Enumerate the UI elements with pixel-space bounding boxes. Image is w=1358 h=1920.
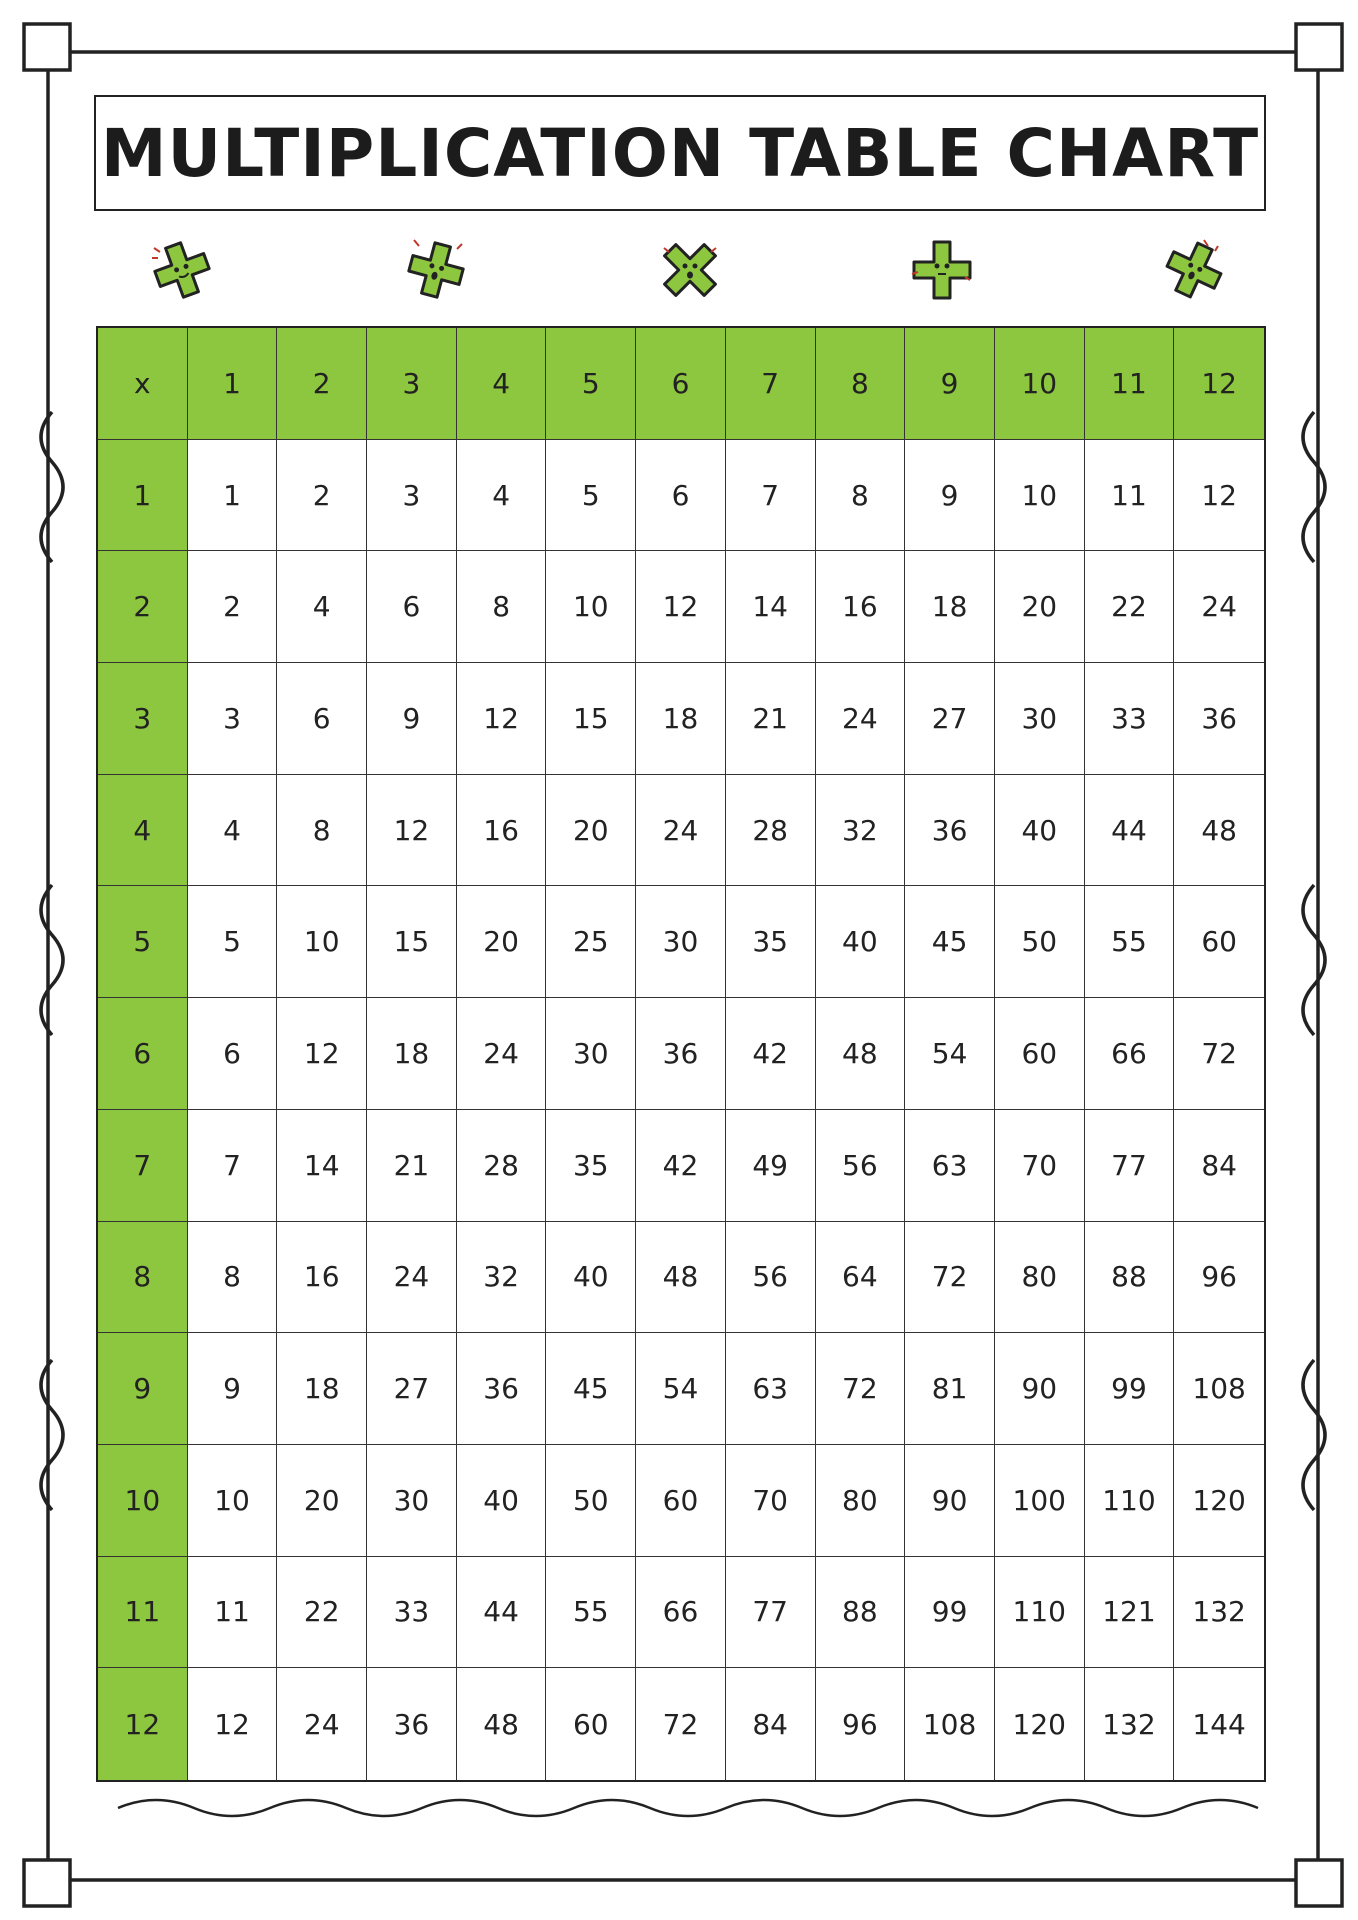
product-cell: 110 [995,1557,1085,1669]
product-cell: 45 [905,886,995,998]
squiggle-left-3 [41,1360,63,1510]
product-cell: 42 [636,1110,726,1222]
product-cell: 72 [636,1668,726,1780]
row-header: 7 [98,1110,188,1222]
product-cell: 2 [277,440,367,552]
product-cell: 20 [277,1445,367,1557]
product-cell: 40 [457,1445,547,1557]
product-cell: 32 [816,775,906,887]
column-header: 3 [367,328,457,440]
product-cell: 6 [636,440,726,552]
column-header: 11 [1085,328,1175,440]
plus-icon [1158,234,1230,306]
product-cell: 50 [546,1445,636,1557]
bottom-wave [118,1800,1258,1816]
product-cell: 28 [726,775,816,887]
corner-cell: x [98,328,188,440]
product-cell: 12 [457,663,547,775]
product-cell: 60 [546,1668,636,1780]
row-header: 12 [98,1668,188,1780]
product-cell: 20 [546,775,636,887]
product-cell: 30 [546,998,636,1110]
product-cell: 110 [1085,1445,1175,1557]
product-cell: 144 [1174,1668,1264,1780]
squiggle-right-1 [1303,412,1325,562]
corner-square-top-right [1296,24,1342,70]
product-cell: 10 [277,886,367,998]
page-title: MULTIPLICATION TABLE CHART [100,114,1260,192]
product-cell: 15 [546,663,636,775]
column-header: 7 [726,328,816,440]
column-header: 12 [1174,328,1264,440]
product-cell: 40 [816,886,906,998]
product-cell: 60 [636,1445,726,1557]
product-cell: 35 [726,886,816,998]
product-cell: 120 [995,1668,1085,1780]
column-header: 4 [457,328,547,440]
product-cell: 7 [726,440,816,552]
product-cell: 9 [188,1333,278,1445]
product-cell: 20 [457,886,547,998]
product-cell: 33 [367,1557,457,1669]
product-cell: 40 [546,1222,636,1334]
product-cell: 8 [188,1222,278,1334]
squiggle-right-2 [1303,885,1325,1035]
product-cell: 36 [636,998,726,1110]
product-cell: 72 [1174,998,1264,1110]
product-cell: 99 [1085,1333,1175,1445]
product-cell: 66 [636,1557,726,1669]
product-cell: 24 [457,998,547,1110]
product-cell: 45 [546,1333,636,1445]
product-cell: 18 [277,1333,367,1445]
corner-square-bottom-left [24,1860,70,1906]
column-header: 5 [546,328,636,440]
product-cell: 63 [905,1110,995,1222]
product-cell: 8 [277,775,367,887]
product-cell: 18 [367,998,457,1110]
product-cell: 24 [816,663,906,775]
product-cell: 14 [277,1110,367,1222]
corner-square-bottom-right [1296,1860,1342,1906]
product-cell: 10 [546,551,636,663]
product-cell: 24 [277,1668,367,1780]
product-cell: 28 [457,1110,547,1222]
product-cell: 49 [726,1110,816,1222]
product-cell: 100 [995,1445,1085,1557]
product-cell: 84 [726,1668,816,1780]
product-cell: 32 [457,1222,547,1334]
product-cell: 24 [1174,551,1264,663]
row-header: 4 [98,775,188,887]
product-cell: 36 [457,1333,547,1445]
product-cell: 12 [188,1668,278,1780]
product-cell: 9 [905,440,995,552]
product-cell: 5 [188,886,278,998]
product-cell: 22 [277,1557,367,1669]
product-cell: 48 [816,998,906,1110]
product-cell: 10 [188,1445,278,1557]
product-cell: 80 [995,1222,1085,1334]
product-cell: 96 [1174,1222,1264,1334]
product-cell: 70 [726,1445,816,1557]
row-header: 1 [98,440,188,552]
product-cell: 30 [636,886,726,998]
product-cell: 10 [995,440,1085,552]
product-cell: 30 [367,1445,457,1557]
product-cell: 21 [367,1110,457,1222]
row-header: 9 [98,1333,188,1445]
product-cell: 108 [905,1668,995,1780]
product-cell: 77 [1085,1110,1175,1222]
product-cell: 80 [816,1445,906,1557]
product-cell: 36 [1174,663,1264,775]
product-cell: 8 [816,440,906,552]
row-header: 11 [98,1557,188,1669]
product-cell: 63 [726,1333,816,1445]
row-header: 8 [98,1222,188,1334]
product-cell: 88 [816,1557,906,1669]
product-cell: 3 [367,440,457,552]
product-cell: 25 [546,886,636,998]
product-cell: 121 [1085,1557,1175,1669]
product-cell: 18 [636,663,726,775]
product-cell: 16 [277,1222,367,1334]
product-cell: 44 [457,1557,547,1669]
product-cell: 108 [1174,1333,1264,1445]
product-cell: 54 [905,998,995,1110]
product-cell: 8 [457,551,547,663]
product-cell: 33 [1085,663,1175,775]
product-cell: 50 [995,886,1085,998]
row-header: 3 [98,663,188,775]
product-cell: 88 [1085,1222,1175,1334]
product-cell: 24 [636,775,726,887]
squiggle-left-1 [41,412,63,562]
product-cell: 72 [816,1333,906,1445]
product-cell: 60 [995,998,1085,1110]
product-cell: 132 [1085,1668,1175,1780]
plus-icon [906,234,978,306]
product-cell: 132 [1174,1557,1264,1669]
product-cell: 55 [1085,886,1175,998]
product-cell: 16 [457,775,547,887]
product-cell: 4 [457,440,547,552]
product-cell: 6 [277,663,367,775]
product-cell: 14 [726,551,816,663]
product-cell: 120 [1174,1445,1264,1557]
column-header: 8 [816,328,906,440]
product-cell: 6 [367,551,457,663]
title-box [94,95,1266,211]
product-cell: 36 [905,775,995,887]
product-cell: 48 [636,1222,726,1334]
product-cell: 70 [995,1110,1085,1222]
product-cell: 90 [995,1333,1085,1445]
product-cell: 56 [726,1222,816,1334]
row-header: 6 [98,998,188,1110]
product-cell: 42 [726,998,816,1110]
product-cell: 81 [905,1333,995,1445]
product-cell: 77 [726,1557,816,1669]
squiggle-left-2 [41,885,63,1035]
product-cell: 12 [277,998,367,1110]
product-cell: 27 [367,1333,457,1445]
product-cell: 54 [636,1333,726,1445]
product-cell: 36 [367,1668,457,1780]
product-cell: 12 [636,551,726,663]
product-cell: 24 [367,1222,457,1334]
product-cell: 27 [905,663,995,775]
column-header: 1 [188,328,278,440]
product-cell: 55 [546,1557,636,1669]
row-header: 5 [98,886,188,998]
row-header: 2 [98,551,188,663]
product-cell: 20 [995,551,1085,663]
product-cell: 9 [367,663,457,775]
corner-square-top-left [24,24,70,70]
column-header: 2 [277,328,367,440]
row-header: 10 [98,1445,188,1557]
product-cell: 40 [995,775,1085,887]
product-cell: 56 [816,1110,906,1222]
product-cell: 30 [995,663,1085,775]
product-cell: 4 [188,775,278,887]
product-cell: 11 [188,1557,278,1669]
column-header: 10 [995,328,1085,440]
product-cell: 84 [1174,1110,1264,1222]
product-cell: 18 [905,551,995,663]
product-cell: 48 [457,1668,547,1780]
product-cell: 2 [188,551,278,663]
squiggle-right-3 [1303,1360,1325,1510]
product-cell: 35 [546,1110,636,1222]
product-cell: 44 [1085,775,1175,887]
product-cell: 22 [1085,551,1175,663]
product-cell: 60 [1174,886,1264,998]
product-cell: 90 [905,1445,995,1557]
product-cell: 72 [905,1222,995,1334]
product-cell: 12 [367,775,457,887]
column-header: 9 [905,328,995,440]
product-cell: 96 [816,1668,906,1780]
product-cell: 48 [1174,775,1264,887]
plus-icon [400,234,472,306]
product-cell: 99 [905,1557,995,1669]
product-cell: 1 [188,440,278,552]
product-cell: 64 [816,1222,906,1334]
product-cell: 21 [726,663,816,775]
product-cell: 3 [188,663,278,775]
product-cell: 16 [816,551,906,663]
product-cell: 15 [367,886,457,998]
product-cell: 5 [546,440,636,552]
plus-icon [146,234,218,306]
product-cell: 12 [1174,440,1264,552]
multiply-icon [654,234,726,306]
product-cell: 66 [1085,998,1175,1110]
product-cell: 11 [1085,440,1175,552]
product-cell: 6 [188,998,278,1110]
product-cell: 4 [277,551,367,663]
column-header: 6 [636,328,726,440]
multiplication-table [96,326,1266,1782]
product-cell: 7 [188,1110,278,1222]
